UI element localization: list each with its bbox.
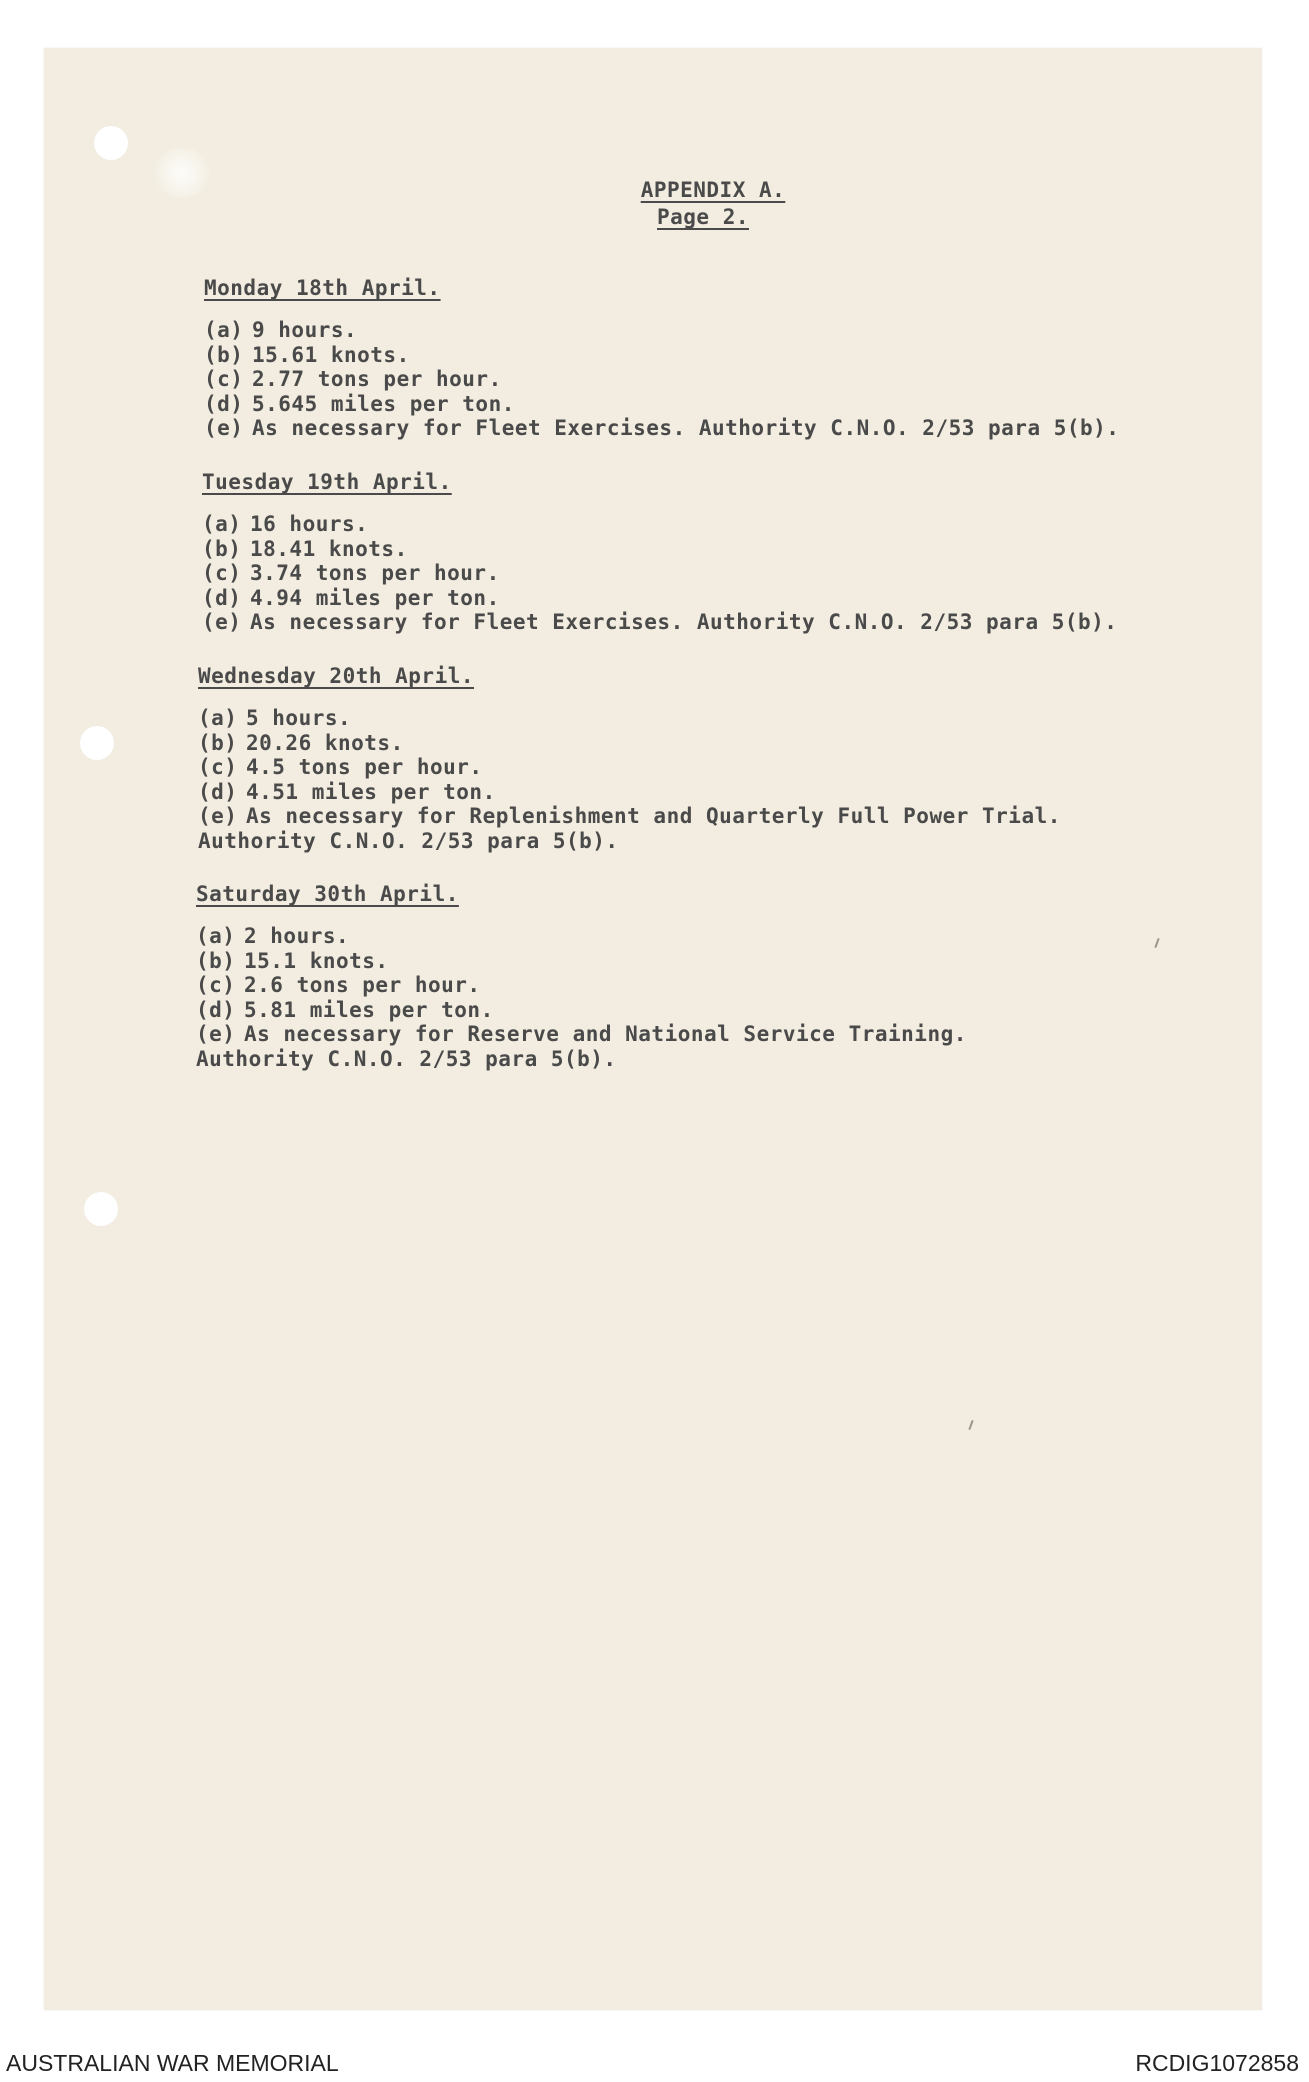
section-title: Wednesday 20th April. — [198, 664, 475, 688]
list-item: (c) 4.5 tons per hour. — [198, 755, 483, 779]
list-item: (d) 5.645 miles per ton. — [204, 391, 515, 416]
footer-record-id: RCDIG1072858 — [1135, 2050, 1299, 2076]
list-item: (c) 3.74 tons per hour. — [202, 561, 500, 585]
document-page — [44, 48, 1262, 2010]
section-title: Saturday 30th April. — [196, 882, 459, 906]
punch-hole — [94, 126, 128, 160]
footer-institution: AUSTRALIAN WAR MEMORIAL — [6, 2050, 339, 2076]
list-item: (a) 5 hours. — [198, 706, 352, 730]
list-item: (b) 20.26 knots. — [198, 730, 404, 755]
section-wednesday — [198, 664, 1061, 853]
list-item: (d) 5.81 miles per ton. — [196, 997, 494, 1022]
list-item: (e) As necessary for Reserve and National Service Training. — [196, 1022, 967, 1046]
list-item-continuation: Authority C.N.O. 2/53 para 5(b). — [196, 1046, 617, 1071]
list-item: (c) 2.6 tons per hour. — [196, 973, 481, 997]
list-item: (a) 9 hours. — [204, 318, 358, 342]
section-monday — [204, 276, 1119, 441]
paper-mark — [968, 1420, 973, 1430]
list-item: (d) 4.51 miles per ton. — [198, 779, 496, 804]
section-title: Tuesday 19th April. — [202, 470, 452, 494]
list-item: (b) 18.41 knots. — [202, 536, 408, 561]
section-saturday — [196, 882, 967, 1071]
section-tuesday — [202, 470, 1117, 635]
list-item: (b) 15.61 knots. — [204, 342, 410, 367]
list-item: (e) As necessary for Fleet Exercises. Authority C.N.O. 2/53 para 5(b). — [204, 416, 1120, 440]
punch-hole — [84, 1192, 118, 1226]
section-title: Monday 18th April. — [204, 276, 441, 300]
list-item-continuation: Authority C.N.O. 2/53 para 5(b). — [198, 828, 619, 853]
list-item: (a) 2 hours. — [196, 924, 350, 948]
paper-mark — [1154, 938, 1159, 948]
page-number: Page 2. — [656, 205, 749, 229]
list-item: (b) 15.1 knots. — [196, 948, 389, 973]
list-item: (c) 2.77 tons per hour. — [204, 367, 502, 391]
list-item: (e) As necessary for Fleet Exercises. Authority C.N.O. 2/53 para 5(b). — [202, 610, 1118, 634]
appendix-title: APPENDIX A. — [640, 178, 786, 202]
list-item: (a) 16 hours. — [202, 512, 369, 536]
punch-hole — [80, 726, 114, 760]
list-item: (d) 4.94 miles per ton. — [202, 585, 500, 610]
list-item: (e) As necessary for Replenishment and Quarterly Full Power Trial. — [198, 804, 1061, 828]
